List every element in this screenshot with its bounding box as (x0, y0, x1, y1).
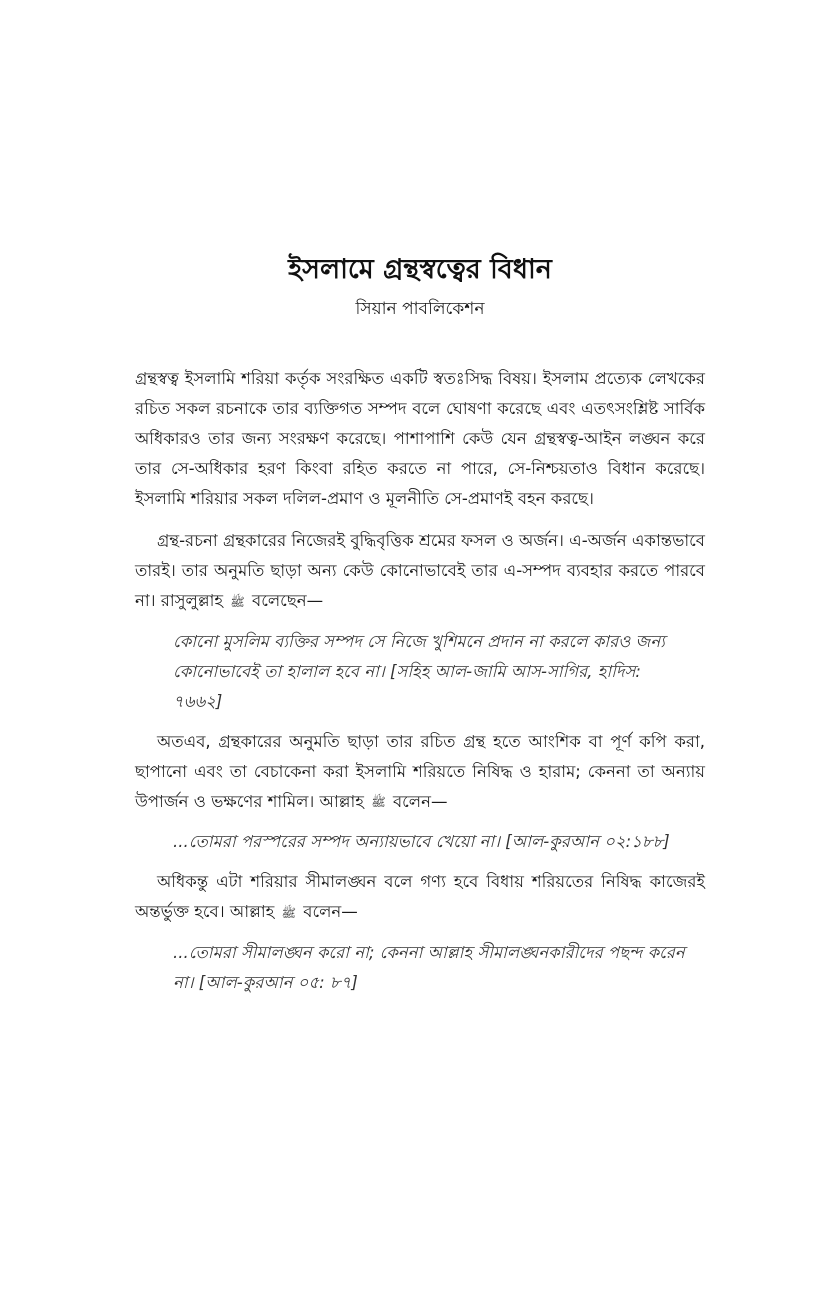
paragraph-authorship (135, 526, 705, 617)
paragraph-intro: গ্রন্থস্বত্ব ইসলামি শরিয়া কর্তৃক সংরক্ষিত একটি স্বতঃসিদ্ধ বিষয়। ইসলাম প্রত্যেক লেখকের রচিত সকল রচনাকে তার ব্যক্তিগত সম্পদ বলে ঘোষণা করেছে এবং এতৎসংশ্লিষ্ট সার্বিক অধিকারও তার জন্য সংরক্ষণ করেছে। পাশাপাশি কেউ যেন গ্রন্থস্বত্ব-আইন লঙ্ঘন করে তার সে-অধিকার হরণ কিংবা রহিত করতে না পারে, সে-নিশ্চয়তাও বিধান করেছে। ইসলামি শরিয়ার সকল দলিল-প্রমাণ ও মূলনীতি সে-প্রমাণই বহন করছে। (135, 369, 705, 508)
paragraph-text: গ্রন্থ-রচনা গ্রন্থকারের নিজেরই বুদ্ধিবৃত্তিক শ্রমের ফসল ও অর্জন। এ-অর্জন একান্তভাবে তারই। তার অনুমতি ছাড়া অন্য কেউ কোনোভাবেই তার এ-সম্পদ ব্যবহার করতে পারবে না। রাসুলুল্লাহ (135, 531, 705, 610)
page-title: ইসলামে গ্রন্থস্বত্বের বিধান (288, 254, 552, 285)
quran-quote: ...তোমরা সীমালঙ্ঘন করো না; কেননা আল্লাহ সীমালঙ্ঘনকারীদের পছন্দ করেন না। [আল-কুরআন ০৫: ৮৭] (173, 942, 685, 992)
quran-quote: ...তোমরা পরস্পরের সম্পদ অন্যায়ভাবে খেয়ো না। [আল-কুরআন ০২:১৮৮] (173, 832, 670, 851)
paragraph-transgression (135, 867, 705, 928)
paragraph-text: বলেন— (392, 791, 448, 811)
salawat-icon: ﷺ (281, 905, 297, 920)
paragraph-text: বলেন— (303, 902, 358, 921)
hadith-quote: কোনো মুসলিম ব্যক্তির সম্পদ সে নিজে খুশিমনে প্রদান না করলে কারও জন্য কোনোভাবেই তা হালাল হবে না। [সহিহ আল-জামি আস-সাগির, হাদিস: ৭৬৬২] (173, 631, 665, 711)
paragraph-text: অধিকন্তু এটা শরিয়ার সীমালঙ্ঘন বলে গণ্য হবে বিধায় শরিয়তের নিষিদ্ধ কাজেরই অন্তর্ভুক্ত হবে। আল্লাহ (135, 872, 705, 921)
paragraph-text: বলেছেন— (252, 591, 324, 610)
salawat-icon: ﷺ (230, 594, 245, 609)
paragraph-prohibition (135, 727, 705, 818)
document-page (135, 250, 705, 1008)
paragraph-text: অতএব, গ্রন্থকারের অনুমতি ছাড়া তার রচিত গ্রন্থ হতে আংশিক বা পূর্ণ কপি করা, ছাপানো এবং তা বেচাকেনা করা ইসলামি শরিয়তে নিষিদ্ধ ও হারাম; কেননা তা অন্যায় উপার্জন ও ভক্ষণের শামিল। আল্লাহ (135, 731, 705, 811)
salawat-icon: ﷺ (371, 795, 386, 809)
publisher-name: সিয়ান পাবলিকেশন (355, 299, 485, 319)
